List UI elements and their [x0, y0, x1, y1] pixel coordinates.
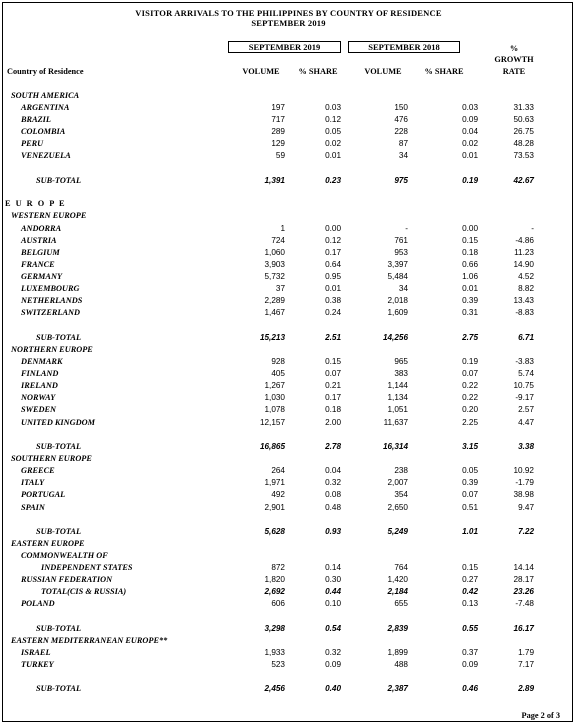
row-label: SUB-TOTAL [36, 527, 82, 536]
share-2019-cell: 0.23 [325, 176, 341, 185]
growth-rate-cell: 14.14 [513, 563, 534, 572]
share-2018-cell: 0.07 [462, 369, 478, 378]
row-label: WESTERN EUROPE [11, 211, 87, 220]
share-2018-header: % SHARE [424, 67, 464, 76]
volume-2018-cell: 2,018 [387, 296, 408, 305]
row-label: FINLAND [21, 369, 59, 378]
table-row [3, 417, 574, 429]
volume-2018-cell: 16,314 [382, 442, 408, 451]
subtotal-row [3, 332, 574, 344]
volume-2018-cell: 11,637 [383, 418, 408, 427]
period-2019-header: SEPTEMBER 2019 [228, 41, 341, 53]
table-row [3, 126, 574, 138]
volume-2019-cell: 724 [271, 236, 285, 245]
share-2019-cell: 0.10 [325, 599, 341, 608]
growth-rate-cell: 3.38 [518, 442, 534, 451]
volume-2018-cell: 228 [394, 127, 408, 136]
volume-2018-cell: 150 [394, 103, 408, 112]
volume-2019-cell: 1,267 [264, 381, 285, 390]
volume-2019-cell: 12,157 [259, 418, 285, 427]
report-page [2, 2, 573, 722]
share-2018-cell: 0.03 [462, 103, 478, 112]
growth-rate-cell: 1.79 [518, 648, 534, 657]
volume-2019-cell: 2,692 [264, 587, 285, 596]
volume-2018-cell: 1,899 [387, 648, 408, 657]
table-row [3, 598, 574, 610]
share-2019-cell: 0.18 [325, 405, 341, 414]
growth-rate-cell: - [531, 224, 534, 233]
share-2019-cell: 0.44 [325, 587, 341, 596]
growth-rate-cell: 2.57 [518, 405, 534, 414]
volume-2019-cell: 5,628 [264, 527, 285, 536]
share-2019-cell: 0.07 [325, 369, 341, 378]
row-label: ANDORRA [21, 224, 62, 233]
table-row [3, 647, 574, 659]
growth-rate-header: RATE [502, 67, 526, 76]
volume-2019-cell: 928 [271, 357, 285, 366]
table-row [3, 235, 574, 247]
share-2018-cell: 3.15 [462, 442, 478, 451]
table-row [3, 659, 574, 671]
row-label: NORWAY [21, 393, 56, 402]
region-heading-row [3, 453, 574, 465]
share-2019-cell: 0.08 [325, 490, 341, 499]
growth-rate-cell: 42.67 [513, 176, 534, 185]
row-label: ARGENTINA [21, 103, 70, 112]
share-2019-cell: 0.03 [325, 103, 341, 112]
row-label: VENEZUELA [21, 151, 71, 160]
table-row [3, 259, 574, 271]
share-2019-cell: 0.38 [325, 296, 341, 305]
growth-pct-header: % [509, 44, 519, 53]
share-2018-cell: 0.37 [462, 648, 478, 657]
table-row [3, 283, 574, 295]
volume-2018-cell: 764 [394, 563, 408, 572]
volume-2019-cell: 2,901 [264, 503, 285, 512]
growth-rate-cell: 14.90 [513, 260, 534, 269]
row-label: SUB-TOTAL [36, 333, 82, 342]
row-label: UNITED KINGDOM [21, 418, 95, 427]
share-2018-cell: 0.51 [462, 503, 478, 512]
share-2018-cell: 0.05 [462, 466, 478, 475]
volume-2018-cell: 488 [394, 660, 408, 669]
row-label: BRAZIL [21, 115, 51, 124]
share-2018-cell: 0.01 [462, 151, 478, 160]
volume-2019-cell: 1,933 [264, 648, 285, 657]
volume-2019-cell: 15,213 [259, 333, 285, 342]
row-label: LUXEMBOURG [21, 284, 80, 293]
volume-2019-header: VOLUME [242, 67, 280, 76]
volume-2019-cell: 523 [271, 660, 285, 669]
row-label: SUB-TOTAL [36, 684, 82, 693]
volume-2018-cell: 1,134 [387, 393, 408, 402]
volume-2018-cell: 5,249 [387, 527, 408, 536]
share-2018-cell: 0.19 [462, 176, 478, 185]
share-2019-cell: 2.78 [325, 442, 341, 451]
volume-2019-cell: 1,078 [264, 405, 285, 414]
table-row [3, 295, 574, 307]
subtotal-row [3, 441, 574, 453]
volume-2018-cell: 1,609 [387, 308, 408, 317]
volume-2019-cell: 3,903 [264, 260, 285, 269]
share-2018-cell: 0.09 [462, 660, 478, 669]
share-2019-cell: 0.09 [325, 660, 341, 669]
row-label: RUSSIAN FEDERATION [21, 575, 113, 584]
share-2019-cell: 0.15 [325, 357, 341, 366]
volume-2018-cell: 87 [398, 139, 408, 148]
share-2018-cell: 0.19 [462, 357, 478, 366]
table-row [3, 356, 574, 368]
share-2018-cell: 0.15 [462, 236, 478, 245]
growth-rate-cell: 4.52 [518, 272, 534, 281]
growth-rate-cell: 9.47 [518, 503, 534, 512]
share-2018-cell: 0.01 [462, 284, 478, 293]
growth-rate-cell: 7.22 [518, 527, 534, 536]
volume-2019-cell: 1,971 [264, 478, 285, 487]
share-2019-cell: 0.48 [325, 503, 341, 512]
share-2018-cell: 0.09 [462, 115, 478, 124]
share-2019-cell: 0.17 [325, 248, 341, 257]
volume-2019-cell: 197 [271, 103, 285, 112]
row-label: GREECE [21, 466, 55, 475]
volume-2018-cell: 2,839 [387, 624, 408, 633]
share-2018-cell: 0.00 [462, 224, 478, 233]
growth-rate-cell: 50.63 [513, 115, 534, 124]
volume-2018-cell: 2,650 [387, 503, 408, 512]
row-label: COLOMBIA [21, 127, 66, 136]
growth-rate-cell: 10.92 [513, 466, 534, 475]
volume-2019-cell: 129 [271, 139, 285, 148]
volume-2018-cell: 1,144 [387, 381, 408, 390]
row-label: POLAND [21, 599, 55, 608]
share-2018-cell: 0.46 [462, 684, 478, 693]
table-row [3, 368, 574, 380]
table-row [3, 465, 574, 477]
table-row [3, 380, 574, 392]
region-heading-row [3, 550, 574, 562]
share-2018-cell: 1.06 [462, 272, 478, 281]
share-2019-cell: 0.95 [325, 272, 341, 281]
row-label: GERMANY [21, 272, 63, 281]
share-2019-cell: 0.01 [325, 151, 341, 160]
volume-2018-cell: 1,051 [387, 405, 408, 414]
volume-2018-cell: 2,007 [387, 478, 408, 487]
share-2019-cell: 0.17 [325, 393, 341, 402]
share-2019-cell: 0.21 [325, 381, 341, 390]
share-2019-cell: 0.24 [325, 308, 341, 317]
growth-rate-cell: 73.53 [513, 151, 534, 160]
region-heading-row [3, 198, 574, 210]
row-label: ITALY [21, 478, 45, 487]
row-label: NORTHERN EUROPE [11, 345, 93, 354]
growth-rate-cell: 5.74 [518, 369, 534, 378]
volume-2019-cell: 717 [271, 115, 285, 124]
subtotal-row [3, 526, 574, 538]
share-2018-cell: 0.22 [462, 393, 478, 402]
share-2018-cell: 0.04 [462, 127, 478, 136]
volume-2018-cell: 383 [394, 369, 408, 378]
share-2019-cell: 0.01 [325, 284, 341, 293]
share-2018-cell: 0.13 [462, 599, 478, 608]
volume-2019-cell: 5,732 [264, 272, 285, 281]
growth-rate-cell: 10.75 [513, 381, 534, 390]
row-label: IRELAND [21, 381, 58, 390]
volume-2018-cell: 3,397 [387, 260, 408, 269]
growth-rate-cell: 28.17 [513, 575, 534, 584]
row-label: SOUTHERN EUROPE [11, 454, 92, 463]
volume-2019-cell: 1,030 [264, 393, 285, 402]
volume-2018-header: VOLUME [364, 67, 402, 76]
row-label: SWEDEN [21, 405, 57, 414]
growth-rate-cell: -1.79 [515, 478, 534, 487]
growth-rate-cell: 38.98 [513, 490, 534, 499]
volume-2019-cell: 492 [271, 490, 285, 499]
volume-2019-cell: 2,456 [264, 684, 285, 693]
volume-2019-cell: 16,865 [259, 442, 285, 451]
volume-2019-cell: 1,467 [264, 308, 285, 317]
share-2019-cell: 2.51 [325, 333, 341, 342]
row-label: EASTERN MEDITERRANEAN EUROPE** [11, 636, 168, 645]
share-2019-cell: 0.30 [325, 575, 341, 584]
share-2018-cell: 0.31 [462, 308, 478, 317]
share-2018-cell: 2.75 [462, 333, 478, 342]
table-row [3, 114, 574, 126]
share-2019-header: % SHARE [298, 67, 338, 76]
row-label: PORTUGAL [21, 490, 66, 499]
table-row [3, 574, 574, 586]
volume-2018-cell: 354 [394, 490, 408, 499]
subtotal-row [3, 623, 574, 635]
share-2018-cell: 0.39 [462, 478, 478, 487]
row-label: BELGIUM [21, 248, 60, 257]
row-label: SUB-TOTAL [36, 442, 82, 451]
volume-2019-cell: 1 [280, 224, 285, 233]
page-number: Page 2 of 3 [521, 711, 560, 720]
share-2019-cell: 0.02 [325, 139, 341, 148]
growth-rate-cell: -8.83 [515, 308, 534, 317]
table-row [3, 502, 574, 514]
volume-2019-cell: 872 [271, 563, 285, 572]
table-row [3, 102, 574, 114]
growth-rate-cell: -4.86 [515, 236, 534, 245]
growth-rate-cell: 11.23 [514, 248, 534, 257]
volume-2018-cell: 34 [398, 284, 408, 293]
share-2018-cell: 0.22 [462, 381, 478, 390]
period-2018-header: SEPTEMBER 2018 [348, 41, 460, 53]
row-label: PERU [21, 139, 44, 148]
share-2019-cell: 0.12 [325, 236, 341, 245]
share-2019-cell: 0.04 [325, 466, 341, 475]
row-label: E U R O P E [5, 199, 66, 208]
table-row [3, 223, 574, 235]
share-2018-cell: 0.66 [462, 260, 478, 269]
row-label: SUB-TOTAL [36, 176, 82, 185]
row-label: COMMONWEALTH OF [21, 551, 108, 560]
table-row [3, 477, 574, 489]
volume-2019-cell: 264 [271, 466, 285, 475]
region-heading-row [3, 210, 574, 222]
region-heading-row [3, 538, 574, 550]
table-row [3, 489, 574, 501]
growth-rate-cell: 16.17 [513, 624, 534, 633]
share-2018-cell: 0.39 [462, 296, 478, 305]
growth-rate-cell: -7.48 [515, 599, 534, 608]
row-label: SWITZERLAND [21, 308, 81, 317]
volume-2019-cell: 2,289 [264, 296, 285, 305]
volume-2019-cell: 1,060 [264, 248, 285, 257]
subtotal-row [3, 175, 574, 187]
growth-rate-cell: 6.71 [518, 333, 534, 342]
row-label: ISRAEL [21, 648, 51, 657]
volume-2019-cell: 1,820 [264, 575, 285, 584]
table-row [3, 271, 574, 283]
share-2019-cell: 0.54 [325, 624, 341, 633]
row-label: SUB-TOTAL [36, 624, 82, 633]
volume-2018-cell: 2,184 [387, 587, 408, 596]
share-2018-cell: 2.25 [462, 418, 478, 427]
share-2018-cell: 0.18 [462, 248, 478, 257]
row-label: TURKEY [21, 660, 54, 669]
growth-rate-cell: 13.43 [513, 296, 534, 305]
growth-rate-cell: 31.33 [513, 103, 534, 112]
volume-2018-cell: 1,420 [387, 575, 408, 584]
growth-rate-cell: -3.83 [515, 357, 534, 366]
growth-rate-cell: 4.47 [518, 418, 534, 427]
volume-2019-cell: 405 [271, 369, 285, 378]
share-2019-cell: 0.32 [325, 478, 341, 487]
growth-rate-cell: 48.28 [513, 139, 534, 148]
region-heading-row [3, 90, 574, 102]
volume-2018-cell: 5,484 [387, 272, 408, 281]
share-2018-cell: 0.42 [462, 587, 478, 596]
table-row [3, 586, 574, 598]
row-label: SOUTH AMERICA [11, 91, 80, 100]
row-label: TOTAL(CIS & RUSSIA) [41, 587, 127, 596]
share-2019-cell: 0.32 [325, 648, 341, 657]
report-title: VISITOR ARRIVALS TO THE PHILIPPINES BY COUNTRY OF RESIDENCE [135, 8, 442, 18]
region-heading-row [3, 344, 574, 356]
table-row [3, 562, 574, 574]
volume-2018-cell: 655 [394, 599, 408, 608]
row-label: SPAIN [21, 503, 45, 512]
volume-2019-cell: 289 [271, 127, 285, 136]
growth-rate-cell: 26.75 [513, 127, 534, 136]
share-2018-cell: 0.20 [462, 405, 478, 414]
share-2018-cell: 1.01 [462, 527, 478, 536]
row-label: FRANCE [21, 260, 55, 269]
volume-2018-cell: 476 [394, 115, 408, 124]
volume-2018-cell: 953 [394, 248, 408, 257]
volume-2018-cell: - [405, 224, 408, 233]
share-2019-cell: 0.00 [325, 224, 341, 233]
country-header: Country of Residence [7, 67, 84, 76]
row-label: AUSTRIA [21, 236, 57, 245]
growth-rate-cell: 7.17 [518, 660, 534, 669]
volume-2018-cell: 761 [394, 236, 408, 245]
table-row [3, 307, 574, 319]
share-2019-cell: 0.40 [325, 684, 341, 693]
row-label: INDEPENDENT STATES [41, 563, 133, 572]
report-subtitle: SEPTEMBER 2019 [251, 18, 326, 28]
volume-2018-cell: 2,387 [387, 684, 408, 693]
row-label: EASTERN EUROPE [11, 539, 85, 548]
volume-2019-cell: 59 [275, 151, 285, 160]
share-2019-cell: 0.14 [325, 563, 341, 572]
volume-2019-cell: 37 [275, 284, 285, 293]
volume-2019-cell: 1,391 [264, 176, 285, 185]
table-row [3, 404, 574, 416]
volume-2018-cell: 965 [394, 357, 408, 366]
volume-2018-cell: 975 [394, 176, 408, 185]
table-row [3, 138, 574, 150]
volume-2018-cell: 238 [394, 466, 408, 475]
share-2019-cell: 0.93 [325, 527, 341, 536]
volume-2018-cell: 34 [398, 151, 408, 160]
share-2018-cell: 0.07 [462, 490, 478, 499]
share-2018-cell: 0.27 [462, 575, 478, 584]
region-heading-row [3, 635, 574, 647]
growth-rate-cell: 2.89 [518, 684, 534, 693]
table-row [3, 150, 574, 162]
volume-2019-cell: 606 [271, 599, 285, 608]
share-2019-cell: 0.64 [325, 260, 341, 269]
growth-word-header: GROWTH [494, 55, 534, 64]
row-label: NETHERLANDS [21, 296, 83, 305]
share-2019-cell: 0.12 [325, 115, 341, 124]
row-label: DENMARK [21, 357, 63, 366]
growth-rate-cell: 23.26 [513, 587, 534, 596]
volume-2019-cell: 3,298 [264, 624, 285, 633]
share-2018-cell: 0.55 [462, 624, 478, 633]
share-2018-cell: 0.15 [462, 563, 478, 572]
table-row [3, 392, 574, 404]
subtotal-row [3, 683, 574, 695]
share-2018-cell: 0.02 [462, 139, 478, 148]
share-2019-cell: 0.05 [325, 127, 341, 136]
growth-rate-cell: -9.17 [515, 393, 534, 402]
table-row [3, 247, 574, 259]
volume-2018-cell: 14,256 [382, 333, 408, 342]
share-2019-cell: 2.00 [325, 418, 341, 427]
growth-rate-cell: 8.82 [518, 284, 534, 293]
